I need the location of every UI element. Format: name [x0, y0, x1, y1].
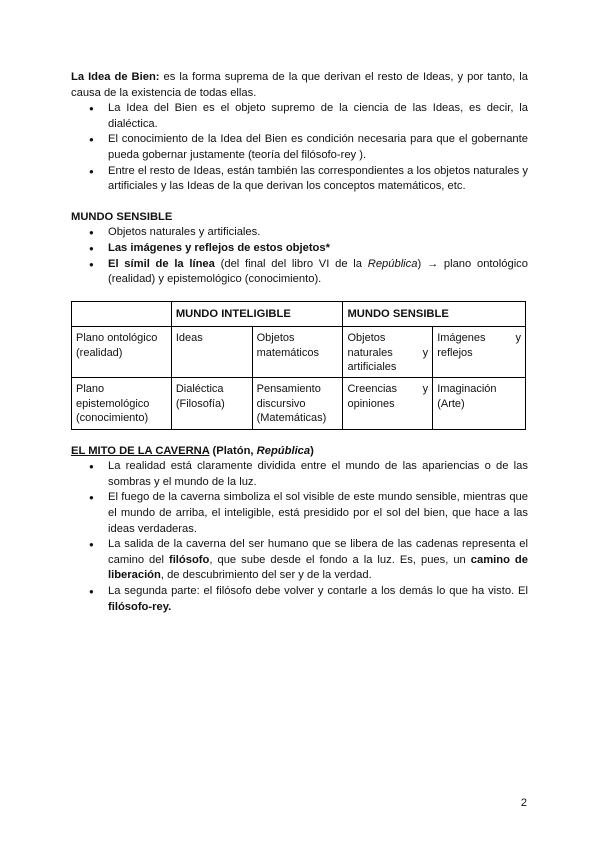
table-cell: Imágenes y reflejos: [433, 327, 526, 378]
table-cell: Dialéctica (Filosofía): [171, 378, 252, 429]
list-item-text: La salida de la caverna del ser humano que se libera de las cadenas representa el camino del: [108, 538, 528, 566]
list-item: ● Objetos naturales y artificiales.: [71, 225, 528, 241]
header-mundo-inteligible: MUNDO INTELIGIBLE: [171, 301, 343, 326]
mito-heading-text: ): [310, 444, 314, 457]
idea-bien-paragraph: [71, 70, 528, 101]
idea-bien-definition: es la forma suprema de la que derivan el resto de Ideas, y por tanto, la causa de la existencia de todas ellas.: [71, 71, 528, 99]
list-item: ● El conocimiento de la Idea del Bien es condición necesaria para que el gobernante pueda gobernar justamente (teoría del filósofo-rey ).: [71, 132, 528, 163]
filosofo-rey-bold: filósofo-rey.: [108, 600, 172, 613]
table-cell: Creencias y opiniones: [343, 378, 433, 429]
list-item-bold: Las imágenes y reflejos de estos objetos*: [108, 241, 330, 254]
idea-bien-list: [71, 101, 528, 195]
table-cell: Ideas: [171, 327, 252, 378]
mito-heading-title: EL MITO DE LA CAVERNA: [71, 444, 210, 457]
camino-liberacion-bold: camino de liberación: [108, 553, 528, 582]
filosofo-bold: filósofo: [168, 553, 210, 566]
list-item: ● La Idea del Bien es el objeto supremo de la ciencia de las Ideas, es decir, la dialéctica.: [71, 101, 528, 132]
table-cell: Pensamiento discursivo (Matemáticas): [252, 378, 343, 429]
mito-heading-italic: República: [256, 444, 311, 457]
list-item-text: (del final del libro VI de la: [214, 257, 368, 270]
idea-bien-term: La Idea de Bien:: [71, 71, 160, 83]
page-number: 2: [520, 797, 527, 809]
linea-table: [71, 301, 526, 430]
list-item: [71, 257, 528, 288]
list-item: [71, 241, 528, 257]
list-item-text: La segunda parte: el filósofo debe volver y contarle a los demás lo que ha visto. El: [108, 584, 528, 597]
document-page: [71, 70, 528, 615]
mito-caverna-heading: [71, 444, 528, 460]
mito-list: [71, 459, 528, 615]
list-item-text: ) → plano ontológico (realidad) y epistemológico (conocimiento).: [108, 257, 528, 286]
mundo-sensible-heading: MUNDO SENSIBLE: [71, 210, 173, 223]
table-cell: Objetos naturales y artificiales: [343, 327, 433, 378]
list-item: ● El fuego de la caverna simboliza el sol visible de este mundo sensible, mientras que el mundo de arriba, el inteligible, está presidido por el sol del bien, que hace a las ideas verdaderas.: [71, 490, 528, 537]
table-corner-cell: [72, 301, 172, 326]
table-row: [72, 327, 526, 378]
republica-italic: República: [367, 257, 418, 270]
list-item: ● Entre el resto de Ideas, están también las correspondientes a los objetos naturales y artificiales y las Ideas de la que derivan los conceptos matemáticos, etc.: [71, 164, 528, 195]
table-row: [72, 378, 526, 429]
list-item: [71, 537, 528, 584]
simil-linea-term: El símil de la línea: [108, 257, 215, 270]
list-item-text: , que sube desde el fondo a la luz. Es, pues, un: [209, 553, 471, 566]
mito-heading-text: (Platón,: [209, 444, 257, 457]
list-item-text: , de descubrimiento del ser y de la verdad.: [160, 569, 372, 582]
header-mundo-sensible: MUNDO SENSIBLE: [343, 301, 526, 326]
table-cell: Imaginación (Arte): [433, 378, 526, 429]
list-item: ● La realidad está claramente dividida entre el mundo de las apariencias o de las sombras y el mundo de la luz.: [71, 459, 528, 490]
row-label-epistemologico: Plano epistemológico (conocimiento): [72, 378, 172, 429]
table-header-row: [72, 301, 526, 326]
list-item: [71, 584, 528, 615]
mundo-sensible-list: [71, 225, 528, 287]
row-label-ontologico: Plano ontológico (realidad): [72, 327, 172, 378]
table-cell: Objetos matemáticos: [252, 327, 343, 378]
